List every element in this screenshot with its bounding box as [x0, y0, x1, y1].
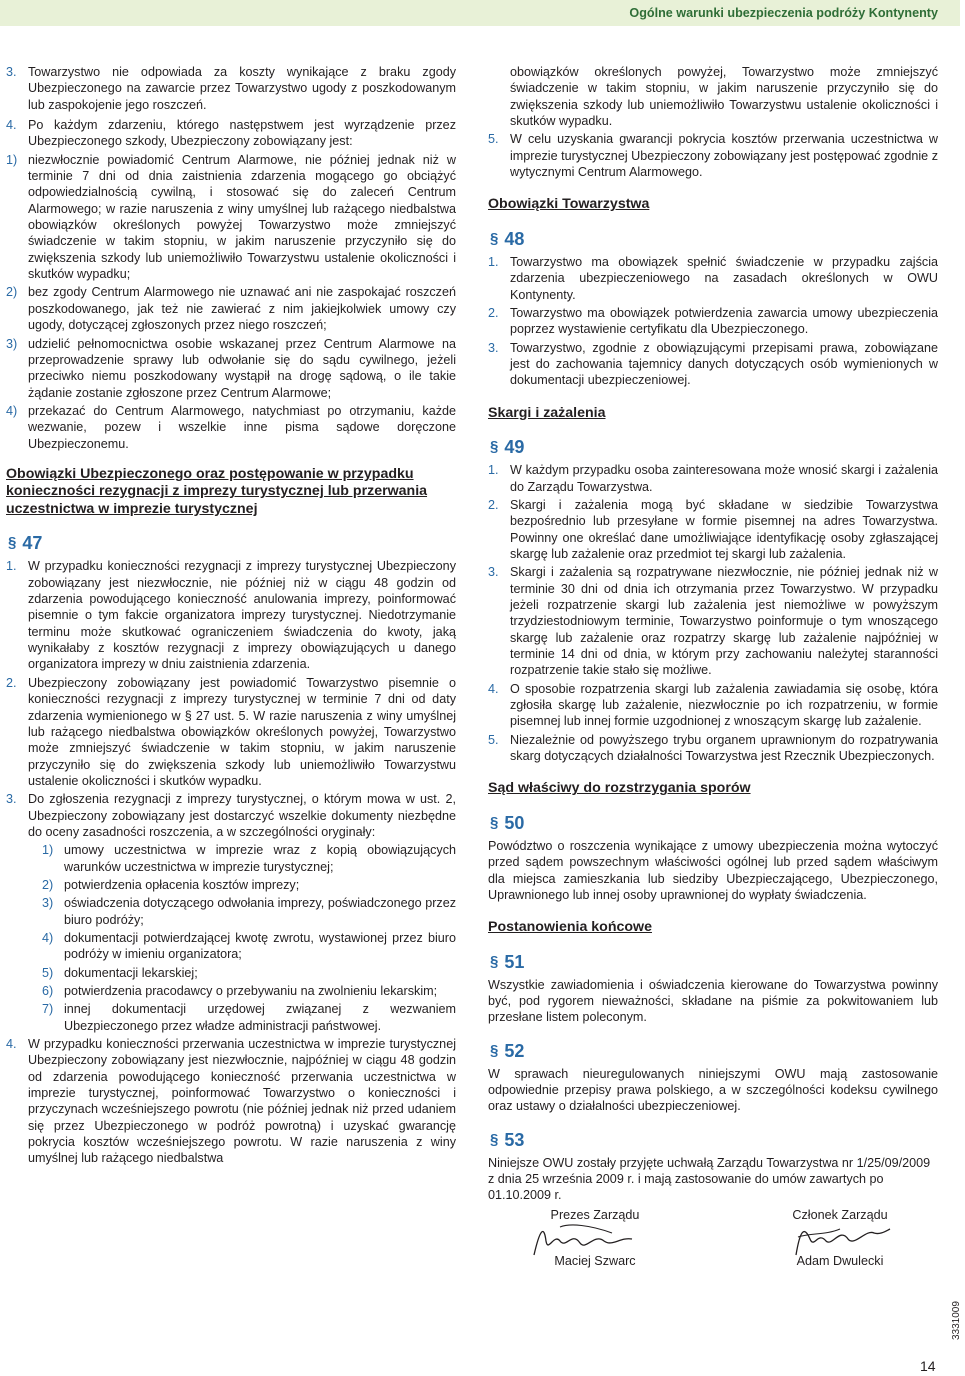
- clause-5: [488, 131, 938, 180]
- item-number: 5.: [488, 732, 499, 747]
- page-number: 14: [920, 1358, 936, 1374]
- clause-number: 4.: [6, 118, 17, 133]
- list-item: [6, 895, 456, 928]
- clause-3-text: [6, 65, 456, 112]
- continuation-text: [488, 64, 938, 129]
- item-number: 1.: [6, 559, 17, 574]
- item-number: 2): [42, 877, 54, 892]
- clause-body: Towarzystwo nie odpowiada za koszty wynikające z braku zgody Ubezpieczonego na zawarcie przez Towarzystwo ugody z poszkodowanym lub zaspokojenie jego roszczeń.: [28, 65, 456, 112]
- clause-number: 4.: [6, 1037, 17, 1052]
- section-51-text: Wszystkie zawiadomienia i oświadczenia kierowane do Towarzystwa powinny być, pod rygorem nieważności, składane na piśmie za pokwitowaniem lub przesłane listem poleconym.: [488, 977, 938, 1025]
- section-number: 48: [504, 228, 525, 249]
- section-52-number: [488, 1040, 938, 1062]
- section-49-list: [488, 462, 938, 764]
- item-number: 2.: [6, 675, 17, 690]
- clause-number: 5.: [488, 132, 499, 147]
- item-text: Niezależnie od powyższego trybu organem uprawnionym do rozpatrywania skarg dotyczących działalności Towarzystwa jest Rzecznik Ubezpieczonych.: [510, 732, 938, 763]
- list-item: [6, 403, 456, 452]
- page-header-band: [0, 0, 960, 26]
- item-text: przekazać do Centrum Alarmowego, natychmiast po otrzymaniu, każde wezwanie, pozew i wszelkie inne pisma sądowe doręczone Ubezpieczonemu.: [28, 403, 456, 451]
- section-mark-icon: §: [490, 1041, 499, 1059]
- list-item: [6, 842, 456, 875]
- section-53-number: [488, 1129, 938, 1151]
- section-heading-50: Sąd właściwy do rozstrzygania sporów: [488, 780, 751, 797]
- list-item: [488, 497, 938, 562]
- section-48-number: [488, 228, 938, 250]
- item-number: 4): [42, 930, 54, 945]
- section-mark-icon: §: [8, 534, 17, 552]
- list-item: [6, 284, 456, 333]
- item-number: 3.: [488, 565, 499, 580]
- section-48-list: [488, 254, 938, 389]
- item-number: 3): [6, 336, 18, 351]
- clause-text: Po każdym zdarzeniu, którego następstwem jest wyrządzenie przez Ubezpieczonego szkody, Ubezpieczony zobowiązany jest:: [28, 118, 456, 149]
- signature-name: Maciej Szwarc: [554, 1254, 636, 1269]
- document-title: Ogólne warunki ubezpieczenia podróży Kontynenty: [629, 6, 938, 20]
- list-item: [488, 340, 938, 389]
- item-number: 7): [42, 1002, 54, 1017]
- section-mark-icon: §: [490, 438, 499, 456]
- item-text: oświadczenia dotyczącego odwołania imprezy, poświadczonego przez biuro podróży;: [64, 896, 456, 927]
- list-item: [6, 1001, 456, 1034]
- clause-text: W przypadku konieczności przerwania uczestnictwa w imprezie turystycznej Ubezpieczony zobowiązany jest niezwłocznie, najpóźniej w ciągu 48 godzin od zdarzenia powodującego konieczność przerwania uczestnictwa w imprezie turystycznej, poinformować Towarzystwo o konieczności i przyczynach wcześniejszego powrotu (nie później jednak niż przed udaniem się przez Ubezpieczonego w podróż powrotną) i uzyskać gwarancję pokrycia kosztów wcześniejszego powrotu. W razie naruszenia z winy umyślnej lub rażącego niedbalstwa: [28, 1037, 456, 1166]
- list-item: [6, 965, 456, 981]
- section-47-list: [6, 558, 456, 840]
- section-50-number: [488, 812, 938, 834]
- item-text: O sposobie rozpatrzenia skargi lub zażalenia zawiadamia się osobę, która zgłosiła skargę lub zażalenie, niezwłocznie po ich rozpatrzeniu, w formie pisemnej lub innej formie uzgodnionej z wnoszącym skargę lub zażalenie.: [510, 681, 938, 729]
- item-number: 3): [42, 896, 54, 911]
- item-text: W przypadku konieczności rezygnacji z imprezy turystycznej Ubezpieczony zobowiązany jest niezwłocznie, nie później niż w ciągu 48 godzin od zdarzenia powodującego konieczność anulowania imprezy, poinformować pisemnie o tym fakcie organizatora imprezy turystycznej. Niedotrzymanie terminu może skutkować ograniczeniem świadczenia do kwoty, jaką wynikałaby z kosztów rezygnacji z imprezy obowiązujących u danego organizatora imprezy w dniu zaistnienia zdarzenia.: [28, 559, 456, 672]
- section-heading-51: Postanowienia końcowe: [488, 919, 652, 936]
- section-heading-47: Obowiązki Ubezpieczonego oraz postępowanie w przypadku konieczności rezygnacji z imprezy turystycznej lub przerwania uczestnictwa w imprezie turystycznej: [6, 465, 428, 517]
- list-item: [488, 305, 938, 338]
- section-mark-icon: §: [490, 1130, 499, 1148]
- item-text: niezwłocznie powiadomić Centrum Alarmowe, nie później jednak niż w terminie 7 dni od dnia zaistnienia zdarzenia mogącego go obciążyć odpowiedzialnością cywilną, i stosować się do zaleceń Centrum Alarmowego; w razie naruszenia z winy umyślnej lub rażącego niedbalstwa obowiązków określonych powyżej Towarzystwo może zmniejszyć świadczenie w takim stopniu, w jakim naruszenie przyczyniło się do zwiększenia szkody lub uniemożliwiło Towarzystwu ustalenie okoliczności i skutków wypadku;: [28, 152, 456, 282]
- item-number: 1.: [488, 463, 499, 478]
- list-item: [6, 791, 456, 840]
- list-item: [6, 930, 456, 963]
- item-number: 1): [6, 152, 18, 167]
- section-heading-49: Skargi i zażalenia: [488, 404, 606, 421]
- section-52-text: W sprawach nieuregulowanych niniejszymi OWU mają zastosowanie odpowiednie przepisy prawa polskiego, a w szczególności kodeksu cywilnego oraz ustawy o działalności ubezpieczeniowej.: [488, 1066, 938, 1114]
- item-number: 6): [42, 984, 54, 998]
- clause-text: W celu uzyskania gwarancji pokrycia kosztów przerwania uczestnictwa w imprezie turystycznej Ubezpieczony zobowiązany jest postępować zgodnie z wytycznymi Centrum Alarmowego.: [510, 132, 938, 180]
- clause-3: [6, 64, 456, 113]
- clause-4-list: [6, 152, 456, 452]
- item-text: Towarzystwo ma obowiązek spełnić świadczenie w przypadku zajścia zdarzenia ubezpieczeniowego na zasadach określonych w OWU Kontynenty.: [510, 254, 938, 302]
- document-code: 3331009: [951, 1301, 962, 1340]
- clause-number: 3.: [6, 65, 17, 79]
- clause-4: [6, 117, 456, 150]
- item-text: W każdym przypadku osoba zainteresowana może wnosić skargi i zażalenia do Zarządu Towarzystwa.: [510, 463, 938, 494]
- item-number: 2): [6, 285, 18, 300]
- section-heading-48: Obowiązki Towarzystwa: [488, 196, 650, 213]
- item-text: potwierdzenia pracodawcy o przebywaniu na zwolnieniu lekarskim;: [64, 984, 438, 998]
- section-number: 50: [504, 812, 525, 833]
- item-number: 4.: [488, 681, 499, 696]
- section-number: 53: [504, 1129, 525, 1150]
- item-text: innej dokumentacji urzędowej związanej z wezwaniem Ubezpieczonego przez władze administracji państwowej.: [64, 1002, 456, 1033]
- clause-text: obowiązków określonych powyżej, Towarzystwo może zmniejszyć świadczenie w takim stopniu, w jakim naruszenie przyczyniło się do zwiększenia szkody lub uniemożliwiło Towarzystwu ustalenie okoliczności i skutków wypadku.: [510, 65, 938, 129]
- item-text: dokumentacji lekarskiej;: [64, 965, 198, 980]
- item-number: 1.: [488, 254, 499, 269]
- list-item: [488, 564, 938, 678]
- item-number: 3.: [488, 340, 499, 355]
- list-item: [6, 152, 456, 283]
- list-item: [6, 877, 456, 893]
- item-number: 1): [42, 843, 54, 858]
- signature-role: Członek Zarządu: [792, 1208, 888, 1222]
- section-47-documents: [6, 842, 456, 1034]
- item-text: dokumentacji potwierdzającej kwotę zwrotu, wystawionej przez biuro podróży w imieniu organizatora;: [64, 930, 456, 962]
- signature-right: [770, 1207, 910, 1270]
- section-50-text: Powództwo o roszczenia wynikające z umowy ubezpieczenia można wytoczyć przed sądem powszechnym właściwości ogólnej lub przed sądem właściwym dla miejsca zamieszkania lub siedziby Ubezpieczającego, Ubezpieczonego, Uprawnionego lub innej osoby uprawnionej do wypłaty świadczenia.: [488, 838, 938, 902]
- item-number: 3.: [6, 792, 17, 807]
- item-number: 2.: [488, 497, 499, 512]
- section-51-number: [488, 951, 938, 973]
- section-47-number: [6, 532, 456, 554]
- section-number: 52: [504, 1040, 525, 1061]
- item-text: Skargi i zażalenia są rozpatrywane niezwłocznie, nie później jednak niż w terminie 30 dni od dnia ich otrzymania przez Towarzystwo. W przypadku jeżeli rozpatrzenie skargi lub zażalenia jest niemożliwe w powyższym trzydziestodniowym terminie, Towarzystwo poinformuje o tym wnoszącego skargę lub zażalenie oraz rozpatrzy skargę lub zażalenie najpóźniej w terminie 14 dni od dnia, w którym przy zachowaniu należytej staranności rozpatrzenie takie stało się możliwe.: [510, 565, 938, 678]
- section-mark-icon: §: [490, 813, 499, 831]
- signature-role: Prezes Zarządu: [550, 1208, 640, 1222]
- list-item: [6, 675, 456, 789]
- signature-left: [520, 1207, 670, 1270]
- list-item: [6, 983, 456, 999]
- list-item: [488, 681, 938, 730]
- item-text: Skargi i zażalenia mogą być składane w siedzibie Towarzystwa bezpośrednio lub przesyłane w formie pisemnej na adres Towarzystwa. Powinny one określać dane umożliwiające identyfikację osoby zgłaszającej skargę lub zażalenie oraz przedmiot tej skargi lub zażalenia.: [510, 497, 938, 561]
- item-text: udzielić pełnomocnictwa osobie wskazanej przez Centrum Alarmowe na przeprowadzenie sprawy lub odwołanie się do sądu cywilnego, jeżeli przeciwko niemu poszkodowany wystąpił na drogę sądową, o ile takie żądanie zostanie zgłoszone przez Centrum Alarmowe;: [28, 336, 456, 400]
- section-number: 47: [22, 533, 43, 554]
- list-item: [488, 732, 938, 765]
- item-number: 4): [6, 403, 18, 418]
- item-text: potwierdzenia opłacenia kosztów imprezy;: [64, 877, 300, 892]
- item-number: 5): [42, 965, 54, 980]
- item-text: bez zgody Centrum Alarmowego nie uznawać ani nie zaspokajać roszczeń poszkodowanego, jak też nie zawierać z nim jakiejkolwiek umowy czy ugody, dotyczącej zgłoszonych przez niego roszczeń;: [28, 285, 456, 333]
- signature-name: Adam Dwulecki: [796, 1254, 884, 1269]
- item-text: Towarzystwo ma obowiązek potwierdzenia zawarcia umowy ubezpieczenia poprzez wystawienie certyfikatu dla Ubezpieczonego.: [510, 305, 938, 337]
- section-mark-icon: §: [490, 952, 499, 970]
- item-text: Do zgłoszenia rezygnacji z imprezy turystycznej, o którym mowa w ust. 2, Ubezpieczony zobowiązany jest dostarczyć wszelkie dokumenty niezbędne do oceny zasadności roszczenia, a w szczególności oryginały:: [28, 792, 456, 839]
- section-mark-icon: §: [490, 229, 499, 247]
- right-column: [488, 64, 938, 1206]
- section-53-text: Niniejsze OWU zostały przyjęte uchwałą Zarządu Towarzystwa nr 1/25/09/2009 z dnia 25 września 2009 r. i mają zastosowanie do umów zawartych po 01.10.2009 r.: [488, 1155, 931, 1203]
- item-text: umowy uczestnictwa w imprezie wraz z kopią obowiązujących warunków uczestnictwa w imprezie turystycznej;: [64, 843, 456, 874]
- item-text: Ubezpieczony zobowiązany jest powiadomić Towarzystwo pisemnie o konieczności rezygnacji z imprezy turystycznej w terminie 7 dni od daty zdarzenia wymienionego w § 27 ust. 5. W razie naruszenia z winy umyślnej lub rażącego niedbalstwa obowiązków określonych powyżej, Towarzystwo może zmniejszyć świadczenie w takim stopniu, w jakim naruszenie przyczyniło się do zwiększenia szkody lub uniemożliwiło Towarzystwu ustalenie okoliczności i skutków wypadku.: [28, 675, 456, 788]
- list-item: [6, 558, 456, 672]
- section-number: 49: [504, 437, 525, 458]
- section-49-number: [488, 436, 938, 458]
- list-item: [488, 254, 938, 303]
- section-47-clause-4: [6, 1036, 456, 1167]
- list-item: [488, 462, 938, 495]
- list-item: [6, 336, 456, 401]
- item-number: 2.: [488, 305, 499, 320]
- section-number: 51: [504, 951, 525, 972]
- left-column: [6, 64, 456, 1169]
- item-text: Towarzystwo, zgodnie z obowiązującymi przepisami prawa, zobowiązane jest do zachowania tajemnicy danych dotyczących osób wymienionych w dokumentacji ubezpieczeniowej.: [510, 340, 938, 388]
